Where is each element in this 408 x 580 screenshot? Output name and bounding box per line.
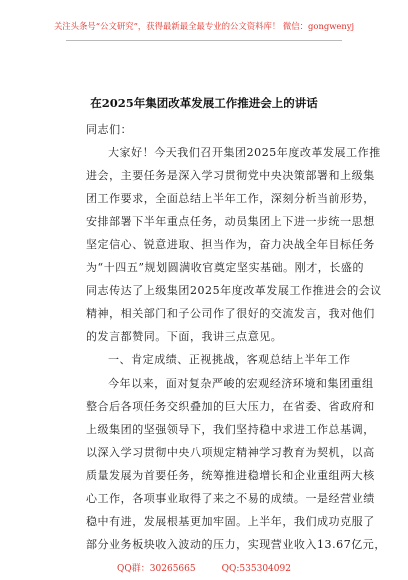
body-line: 部分业务板块收入波动的压力，实现营业收入13.67亿元，: [86, 537, 386, 551]
body-line: 今年以来，面对复杂严峻的宏观经济环境和集团重组: [108, 376, 374, 390]
body-line: 同志传达了上级集团2025年度改革发展工作推进会的会议: [86, 284, 382, 298]
footer-contact: [0, 561, 408, 574]
body-line: 稳中有进，发展根基更加牢固。上半年，我们成功克服了: [86, 514, 375, 528]
body-line: 上级集团的坚强领导下，我们坚持稳中求进工作总基调，: [86, 422, 375, 436]
body-line: 坚定信心、锐意进取、担当作为，奋力决战全年目标任务: [86, 238, 375, 252]
footer-qq-number: QQ:535304092: [221, 564, 291, 574]
header-divider: [66, 40, 342, 41]
body-line: 以深入学习贯彻中央八项规定精神学习教育为契机，以高: [86, 445, 375, 459]
body-line: 的发言都赞同。下面，我讲三点意见。: [86, 330, 283, 344]
salutation-line: 同志们：: [86, 123, 133, 136]
body-line: 进会，主要任务是深入学习贯彻党中央决策部署和上级集: [86, 169, 375, 183]
header-banner: 关注头条号“公文研究”，获得最新最全最专业的公文资料库！ 微信：gongwenyj: [53, 21, 355, 31]
document-body: [86, 117, 386, 556]
body-line: 安排部署下半年重点任务，动员集团上下进一步统一思想: [86, 215, 375, 229]
body-line: 整合后各项任务交织叠加的巨大压力，在省委、省政府和: [86, 399, 375, 413]
body-line: 大家好！今天我们召开集团2025年度改革发展工作推: [108, 146, 381, 160]
document-title: 在2025年集团改革发展工作推进会上的讲话: [90, 96, 318, 110]
section-heading: 一、肯定成绩、正视挑战，客观总结上半年工作: [108, 353, 351, 367]
body-line: 心工作，各项事业取得了来之不易的成绩。一是经营业绩: [86, 491, 375, 505]
body-line: 质量发展为首要任务，统筹推进稳增长和企业重组两大核: [86, 468, 375, 482]
body-line: 精神，相关部门和子公司作了很好的交流发言，我对他们: [86, 307, 375, 321]
body-line: 团工作要求，全面总结上半年工作，深刻分析当前形势，: [86, 192, 375, 206]
body-line: 为“十四五”规划圆满收官奠定坚实基础。刚才，长盛的: [86, 261, 364, 275]
footer-qq-group: QQ群：30265665: [117, 564, 196, 574]
